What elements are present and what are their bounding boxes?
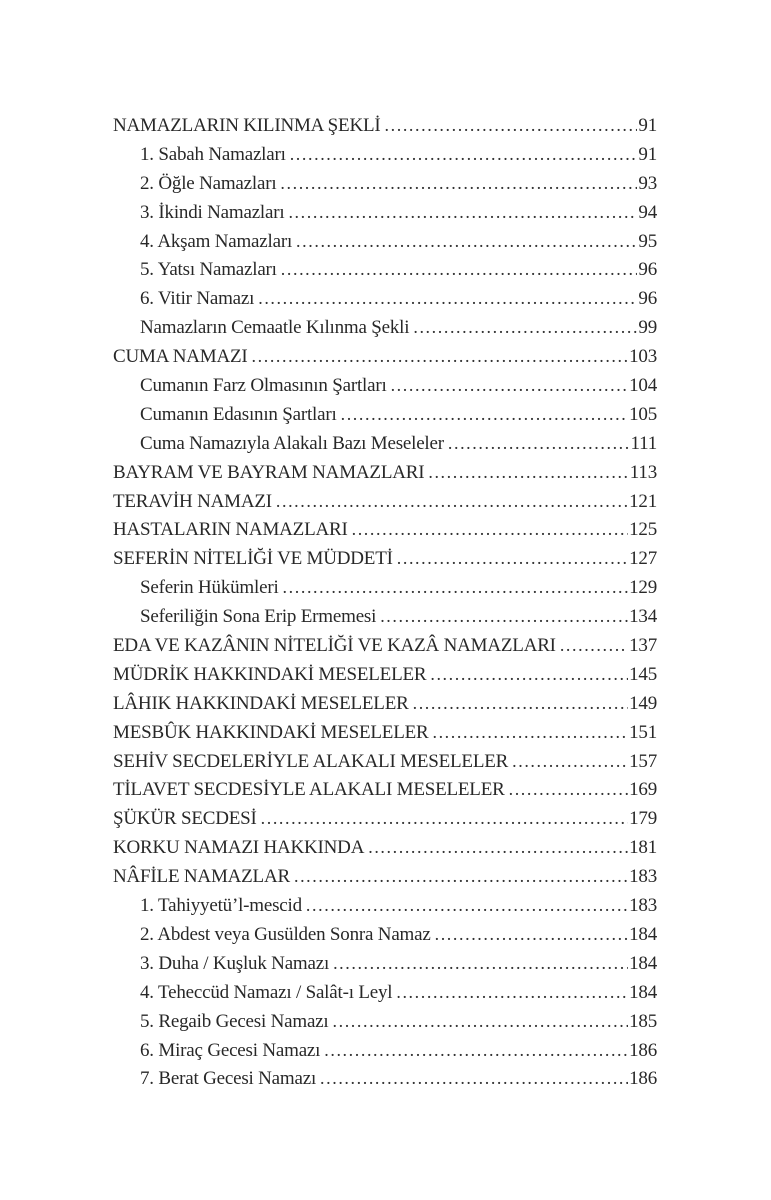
toc-entry-label: 3. İkindi Namazları: [140, 201, 285, 223]
toc-entry-page: 157: [629, 750, 657, 772]
toc-entry-page: 94: [638, 201, 657, 223]
dot-leader: [509, 775, 628, 804]
toc-entry: [113, 342, 657, 371]
toc-entry-page: 93: [638, 172, 657, 194]
toc-entry: [113, 920, 657, 949]
toc-entry: [113, 862, 657, 891]
toc-entry-label: Seferin Hükümleri: [140, 577, 279, 599]
toc-entry-page: 105: [629, 403, 657, 425]
toc-entry-page: 91: [638, 143, 657, 165]
dot-leader: [320, 1064, 628, 1093]
toc-entry-label: 4. Teheccüd Namazı / Salât-ı Leyl: [140, 981, 393, 1003]
toc-entry: [113, 198, 657, 227]
toc-entry: [113, 544, 657, 573]
toc-entry-page: 127: [629, 548, 657, 570]
toc-entry: [113, 689, 657, 718]
toc-entry-label: 4. Akşam Namazları: [140, 230, 293, 252]
dot-leader: [396, 978, 628, 1007]
dot-leader: [428, 458, 628, 487]
toc-entry-label: SEHİV SECDELERİYLE ALAKALI MESELELER: [113, 750, 509, 772]
dot-leader: [261, 804, 628, 833]
toc-entry: [113, 1064, 657, 1093]
dot-leader: [397, 544, 628, 573]
toc-entry: [113, 602, 657, 631]
toc-entry-label: HASTALARIN NAMAZLARI: [113, 519, 348, 541]
toc-entry-label: 6. Miraç Gecesi Namazı: [140, 1039, 321, 1061]
toc-entry-page: 121: [629, 490, 657, 512]
toc-entry: [113, 255, 657, 284]
toc-entry: [113, 775, 657, 804]
dot-leader: [512, 747, 628, 776]
toc-entry-page: 134: [629, 606, 657, 628]
dot-leader: [306, 891, 628, 920]
dot-leader: [252, 342, 629, 371]
toc-list: [113, 111, 657, 1093]
dot-leader: [294, 862, 628, 891]
dot-leader: [288, 198, 637, 227]
toc-entry: [113, 1036, 657, 1065]
toc-entry-page: 91: [638, 115, 657, 136]
toc-entry-label: KORKU NAMAZI HAKKINDA: [113, 837, 365, 859]
toc-entry-page: 183: [629, 895, 657, 917]
toc-entry: [113, 660, 657, 689]
dot-leader: [281, 255, 638, 284]
toc-entry-page: 111: [630, 432, 657, 454]
dot-leader: [258, 284, 637, 313]
toc-entry-label: Cuma Namazıyla Alakalı Bazı Meseleler: [140, 432, 444, 454]
toc-entry-page: 96: [638, 259, 657, 281]
toc-entry-label: CUMA NAMAZI: [113, 346, 248, 368]
toc-entry-label: Namazların Cemaatle Kılınma Şekli: [140, 317, 410, 339]
toc-entry: [113, 227, 657, 256]
dot-leader: [333, 1007, 629, 1036]
dot-leader: [290, 140, 638, 169]
toc-entry-page: 179: [629, 808, 657, 830]
toc-entry-page: 169: [629, 779, 657, 801]
toc-entry-label: 2. Öğle Namazları: [140, 172, 277, 194]
toc-entry-page: 151: [629, 721, 657, 743]
dot-leader: [352, 515, 628, 544]
toc-entry-label: TİLAVET SECDESİYLE ALAKALI MESELELER: [113, 779, 505, 801]
toc-entry-label: 1. Sabah Namazları: [140, 143, 286, 165]
toc-entry: [113, 429, 657, 458]
toc-entry-page: 184: [629, 952, 657, 974]
toc-entry-label: Cumanın Edasının Şartları: [140, 403, 337, 425]
toc-entry-page: 185: [629, 1010, 657, 1032]
toc-entry-page: 113: [629, 461, 657, 483]
toc-entry-label: NÂFİLE NAMAZLAR: [113, 866, 290, 888]
toc-entry-label: NAMAZLARIN KILINMA ŞEKLİ: [113, 115, 381, 136]
toc-entry-label: MESBÛK HAKKINDAKİ MESELELER: [113, 721, 429, 743]
toc-entry: [113, 169, 657, 198]
toc-entry-label: BAYRAM VE BAYRAM NAMAZLARI: [113, 461, 425, 483]
toc-entry-label: EDA VE KAZÂNIN NİTELİĞİ VE KAZÂ NAMAZLARI: [113, 635, 556, 657]
toc-entry-page: 181: [629, 837, 657, 859]
toc-entry-label: TERAVİH NAMAZI: [113, 490, 272, 512]
dot-leader: [413, 689, 629, 718]
dot-leader: [560, 631, 628, 660]
dot-leader: [413, 313, 637, 342]
toc-entry: [113, 833, 657, 862]
toc-entry-page: 95: [638, 230, 657, 252]
toc-entry: [113, 631, 657, 660]
toc-entry-label: 7. Berat Gecesi Namazı: [140, 1068, 317, 1090]
dot-leader: [368, 833, 628, 862]
toc-entry-label: Cumanın Farz Olmasının Şartları: [140, 375, 387, 397]
toc-entry-page: 96: [638, 288, 657, 310]
toc-entry: [113, 284, 657, 313]
dot-leader: [391, 371, 629, 400]
toc-entry: [113, 747, 657, 776]
toc-entry-label: 6. Vitir Namazı: [140, 288, 255, 310]
toc-entry-label: ŞÜKÜR SECDESİ: [113, 808, 257, 830]
dot-leader: [430, 660, 628, 689]
toc-entry-page: 104: [629, 375, 657, 397]
toc-entry-label: 5. Regaib Gecesi Namazı: [140, 1010, 329, 1032]
toc-entry-page: 184: [629, 981, 657, 1003]
toc-entry: [113, 487, 657, 516]
toc-entry-page: 99: [638, 317, 657, 339]
toc-entry-page: 186: [629, 1039, 657, 1061]
dot-leader: [435, 920, 628, 949]
dot-leader: [432, 718, 628, 747]
dot-leader: [276, 487, 628, 516]
toc-entry-page: 184: [629, 923, 657, 945]
toc-entry-label: Seferiliğin Sona Erip Ermemesi: [140, 606, 377, 628]
toc-entry: [113, 515, 657, 544]
toc-entry-page: 183: [629, 866, 657, 888]
toc-entry: [113, 111, 657, 140]
dot-leader: [333, 949, 628, 978]
toc-entry: [113, 573, 657, 602]
toc-entry-label: LÂHIK HAKKINDAKİ MESELELER: [113, 692, 409, 714]
toc-entry: [113, 718, 657, 747]
dot-leader: [324, 1036, 628, 1065]
toc-entry: [113, 140, 657, 169]
dot-leader: [283, 573, 629, 602]
toc-entry: [113, 804, 657, 833]
dot-leader: [380, 602, 628, 631]
toc-entry: [113, 1007, 657, 1036]
dot-leader: [280, 169, 637, 198]
toc-entry-page: 103: [629, 346, 657, 368]
toc-entry-page: 145: [629, 663, 657, 685]
dot-leader: [341, 400, 629, 429]
toc-entry-label: SEFERİN NİTELİĞİ VE MÜDDETİ: [113, 548, 393, 570]
toc-entry-label: 3. Duha / Kuşluk Namazı: [140, 952, 330, 974]
toc-entry: [113, 313, 657, 342]
dot-leader: [385, 111, 638, 140]
toc-entry-page: 149: [629, 692, 657, 714]
toc-entry: [113, 891, 657, 920]
toc-entry: [113, 978, 657, 1007]
toc-entry-page: 125: [629, 519, 657, 541]
toc-entry-label: MÜDRİK HAKKINDAKİ MESELELER: [113, 663, 427, 685]
toc-entry-label: 5. Yatsı Namazları: [140, 259, 277, 281]
toc-entry-page: 137: [629, 635, 657, 657]
toc-entry-page: 129: [629, 577, 657, 599]
toc-entry: [113, 371, 657, 400]
toc-entry: [113, 949, 657, 978]
toc-entry-label: 1. Tahiyyetü’l-mescid: [140, 895, 302, 917]
toc-entry-label: 2. Abdest veya Gusülden Sonra Namaz: [140, 923, 431, 945]
toc-entry: [113, 458, 657, 487]
toc-entry-page: 186: [629, 1068, 657, 1090]
dot-leader: [296, 227, 637, 256]
dot-leader: [448, 429, 630, 458]
toc-entry: [113, 400, 657, 429]
